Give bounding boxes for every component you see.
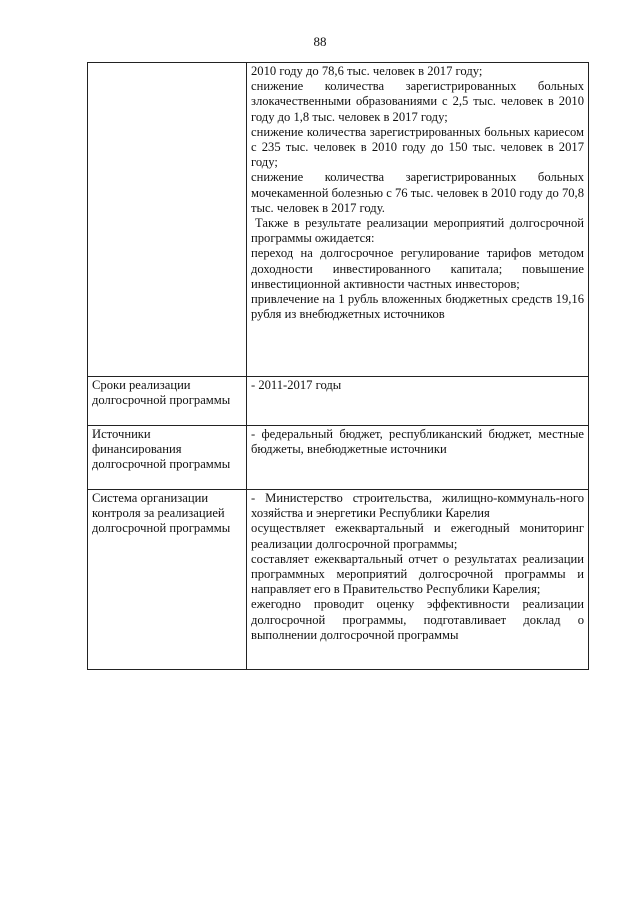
control-cell [247,490,589,670]
funding-value: - федеральный бюджет, республиканский бюджет, местные бюджеты, внебюджетные источники [251,427,584,457]
table-row-expected-results [88,63,589,377]
table-row-timeline [88,377,589,426]
row-label-timeline: Сроки реализации долгосрочной программы [88,377,247,426]
row-label-funding: Источники финансирования долгосрочной программы [88,426,247,490]
program-passport-table [87,62,589,670]
result-line: 2010 году до 78,6 тыс. человек в 2017 году; [251,64,483,78]
result-line: привлечение на 1 рубль вложенных бюджетных средств 19,16 рубля из внебюджетных источников [251,292,584,322]
control-line: ежегодно проводит оценку эффективности реализации долгосрочной программы, подготавливает доклад о выполнении долгосрочной программы [251,597,584,642]
row-label-empty [88,63,247,377]
funding-cell [247,426,589,490]
result-line: снижение количества зарегистрированных больных кариесом с 235 тыс. человек в 2010 году до 150 тыс. человек в 2017 году; [251,124,584,170]
timeline-value: - 2011-2017 годы [251,378,342,392]
result-line: снижение количества зарегистрированных больных мочекаменной болезнью с 76 тыс. человек в 2010 году до 70,8 тыс. человек в 2017 году. [251,170,584,215]
result-line: переход на долгосрочное регулирование тарифов методом доходности инвестированного капитала; повышение инвестиционной активности частных инвесторов; [251,246,584,291]
control-line: - Министерство строительства, жилищно-коммуналь-ного хозяйства и энергетики Республики Карелия [251,491,584,521]
result-line: Также в результате реализации мероприятий долгосрочной программы ожидается: [251,216,584,246]
control-line: осуществляет ежеквартальный и ежегодный мониторинг реализации долгосрочной программы; [251,521,584,551]
page-number: 88 [313,34,327,49]
timeline-cell [247,377,589,426]
table-row-control-system [88,490,589,670]
result-line: снижение количества зарегистрированных больных злокачественными образованиями с 2,5 тыс. человек в 2010 году до 1,8 тыс. человек в 2017 году; [251,79,584,124]
control-line: составляет ежеквартальный отчет о результатах реализации программных мероприятий долгосрочной программы и направляет его в Правительство Республики Карелия; [251,551,584,597]
table-row-funding-sources [88,426,589,490]
row-label-control: Система организации контроля за реализацией долгосрочной программы [88,490,247,670]
expected-results-cell [247,63,589,377]
